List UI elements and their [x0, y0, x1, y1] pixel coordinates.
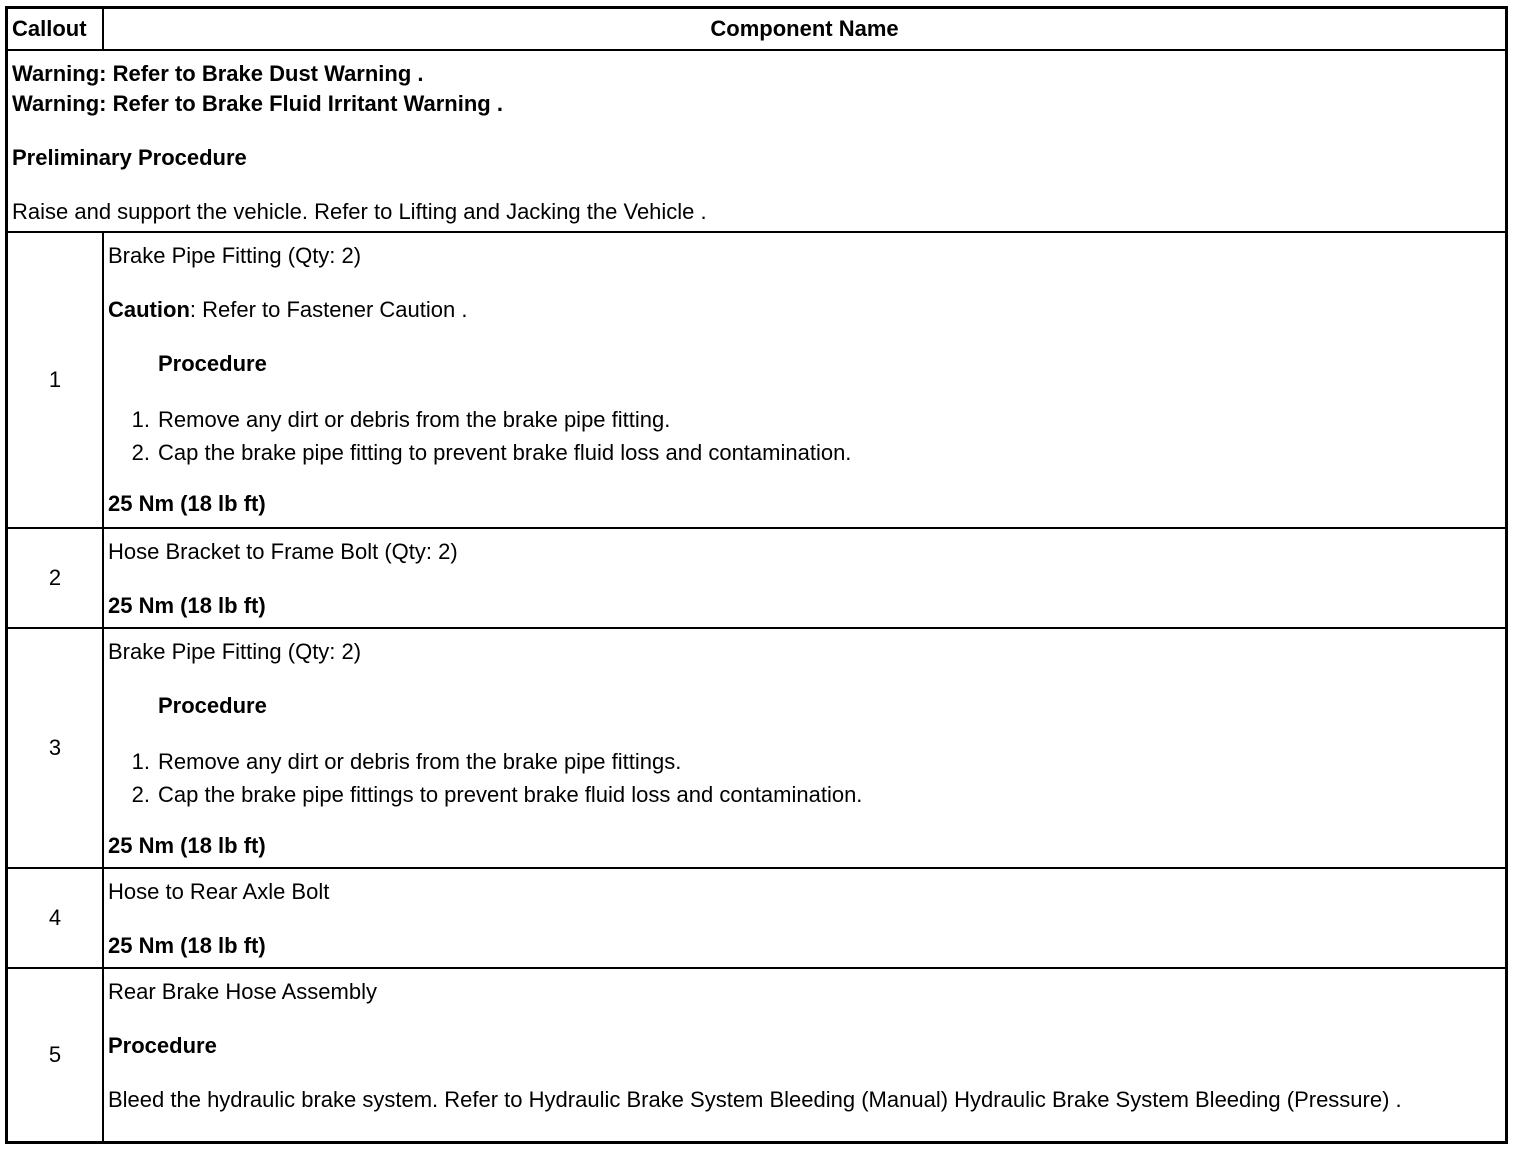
component-cell [103, 628, 1505, 868]
table-header-row [8, 9, 1505, 50]
preliminary-heading: Preliminary Procedure [12, 145, 247, 170]
callout-number: 4 [8, 868, 103, 968]
table-row [8, 232, 1505, 528]
table-row [8, 628, 1505, 868]
component-name: Brake Pipe Fitting (Qty: 2) [108, 639, 362, 664]
procedure-step: 1. Remove any dirt or debris from the brake pipe fittings. [131, 749, 682, 774]
callout-number: 3 [8, 628, 103, 868]
procedure-step: 1. Remove any dirt or debris from the brake pipe fitting. [131, 407, 671, 432]
callout-number: 1 [8, 232, 103, 528]
procedure-heading: Procedure [158, 351, 267, 376]
procedure-table [8, 9, 1505, 1141]
component-name: Hose Bracket to Frame Bolt (Qty: 2) [108, 539, 458, 564]
intro-cell [8, 50, 1505, 232]
component-name: Brake Pipe Fitting (Qty: 2) [108, 243, 362, 268]
warning-brake-fluid: Warning: Refer to Brake Fluid Irritant Warning . [12, 91, 503, 116]
procedure-heading: Procedure [158, 693, 267, 718]
torque-spec: 25 Nm (18 lb ft) [108, 491, 266, 516]
table-row [8, 528, 1505, 628]
component-cell [103, 868, 1505, 968]
component-cell [103, 968, 1505, 1141]
procedure-steps [108, 403, 1501, 469]
callout-number: 2 [8, 528, 103, 628]
intro-row [8, 50, 1505, 232]
procedure-text: Bleed the hydraulic brake system. Refer to Hydraulic Brake System Bleeding (Manual) Hydraulic Brake System Bleeding (Pressure) . [108, 1087, 1402, 1112]
procedure-heading: Procedure [108, 1033, 217, 1058]
procedure-steps [108, 745, 1501, 811]
torque-spec: 25 Nm (18 lb ft) [108, 593, 266, 618]
component-cell [103, 232, 1505, 528]
warning-brake-dust: Warning: Refer to Brake Dust Warning . [12, 61, 424, 86]
callout-header: Callout [8, 9, 103, 50]
procedure-table-frame [5, 6, 1508, 1144]
component-name-header: Component Name [103, 9, 1505, 50]
procedure-step: 2. Cap the brake pipe fitting to prevent brake fluid loss and contamination. [131, 440, 852, 465]
component-cell [103, 528, 1505, 628]
torque-spec: 25 Nm (18 lb ft) [108, 933, 266, 958]
component-name: Rear Brake Hose Assembly [108, 979, 377, 1004]
preliminary-text: Raise and support the vehicle. Refer to Lifting and Jacking the Vehicle . [12, 199, 707, 224]
caution-text: : Refer to Fastener Caution . [189, 297, 468, 322]
table-row [8, 868, 1505, 968]
caution-label: Caution [108, 297, 190, 322]
callout-number: 5 [8, 968, 103, 1141]
procedure-step: 2. Cap the brake pipe fittings to prevent brake fluid loss and contamination. [131, 782, 863, 807]
table-row [8, 968, 1505, 1141]
component-name: Hose to Rear Axle Bolt [108, 879, 330, 904]
caution-line [108, 295, 1501, 325]
torque-spec: 25 Nm (18 lb ft) [108, 833, 266, 858]
